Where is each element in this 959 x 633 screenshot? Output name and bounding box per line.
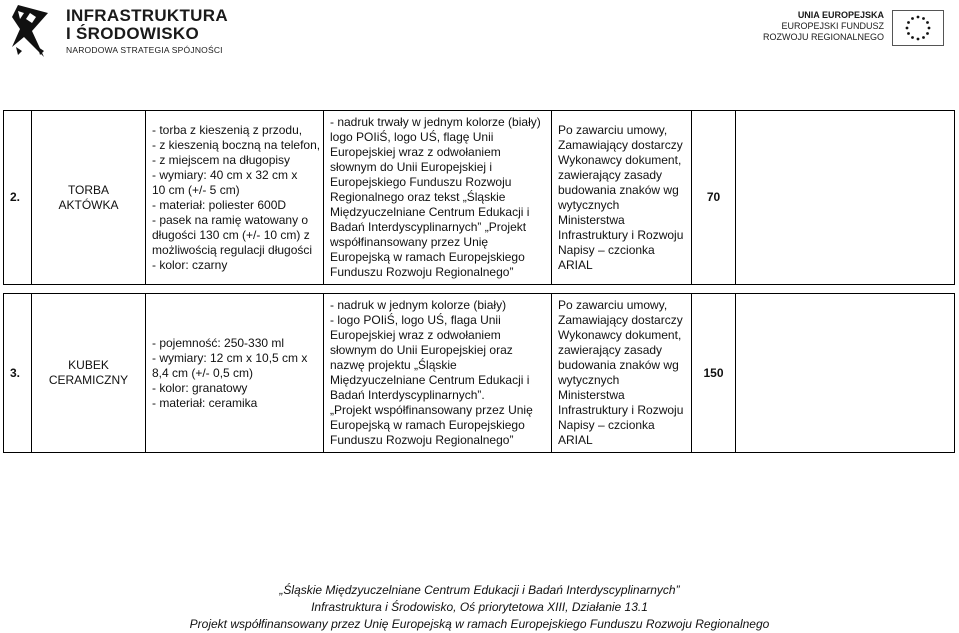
note-line: Zamawiający dostarczy bbox=[558, 137, 683, 152]
note-line: Infrastruktury i Rozwoju bbox=[558, 227, 684, 242]
spec-line: długości 130 cm (+/- 10 cm) z bbox=[152, 227, 310, 242]
note-line: Ministerstwa bbox=[558, 388, 625, 402]
eu-star bbox=[922, 36, 925, 39]
row-number: 2. bbox=[4, 111, 32, 285]
print-line: Europejską w ramach Europejskiego bbox=[330, 418, 525, 432]
print-line: - nadruk w jednym kolorze (biały) bbox=[330, 298, 507, 312]
note-line: ARIAL bbox=[558, 257, 593, 272]
eu-star bbox=[911, 36, 914, 39]
item-quantity: 150 bbox=[692, 294, 736, 453]
eu-star bbox=[907, 32, 910, 35]
print-line: Badań Interdyscyplinarnych”. bbox=[330, 388, 485, 402]
note-line: Infrastruktury i Rozwoju bbox=[558, 403, 684, 417]
spec-line: - z kieszenią boczną na telefon, bbox=[152, 137, 321, 152]
note-line: Wykonawcy dokument, bbox=[558, 328, 682, 342]
infrastruktura-logo bbox=[10, 3, 228, 59]
item-spec bbox=[146, 294, 324, 453]
note-line: budowania znaków wg bbox=[558, 358, 679, 372]
print-line: Międzyuczelniane Centrum Edukacji i bbox=[330, 373, 530, 387]
print-line: Europejską w ramach Europejskiego bbox=[330, 250, 525, 264]
print-line: Regionalnego oraz tekst „Śląskie bbox=[330, 190, 506, 204]
note-line: zawierający zasady bbox=[558, 167, 663, 182]
item-note bbox=[552, 294, 692, 453]
item-print bbox=[324, 111, 552, 285]
spec-line: - torba z kieszenią z przodu, bbox=[152, 122, 303, 137]
page-header bbox=[0, 0, 959, 60]
item-name-line: TORBA bbox=[67, 182, 110, 197]
spec-line: możliwością regulacji długości bbox=[152, 242, 313, 257]
print-line: Funduszu Rozwoju Regionalnego” bbox=[330, 265, 514, 279]
print-line: Europejskiej wraz z odwołaniem bbox=[330, 328, 501, 342]
item-name bbox=[32, 111, 146, 285]
note-line: Zamawiający dostarczy bbox=[558, 313, 683, 327]
print-line: nazwę projektu „Śląskie bbox=[330, 358, 457, 372]
star-logo-icon bbox=[10, 3, 50, 59]
eu-star bbox=[928, 27, 931, 30]
item-print bbox=[324, 294, 552, 453]
spec-line: - pasek na ramię watowany o bbox=[152, 212, 309, 227]
eu-star bbox=[926, 21, 929, 24]
print-line: Funduszu Rozwoju Regionalnego” bbox=[330, 433, 514, 447]
eu-star bbox=[917, 16, 920, 19]
spec-line: - z miejscem na długopisy bbox=[152, 152, 291, 167]
logo-line-3: NARODOWA STRATEGIA SPÓJNOŚCI bbox=[66, 45, 223, 55]
spec-line: - wymiary: 40 cm x 32 cm x bbox=[152, 167, 298, 182]
item-name-line: AKTÓWKA bbox=[58, 197, 119, 212]
print-line: Europejskiej wraz z odwołaniem bbox=[330, 145, 501, 159]
spec-line: 10 cm (+/- 5 cm) bbox=[152, 182, 240, 197]
note-line: Po zawarciu umowy, bbox=[558, 298, 668, 312]
print-line: - nadruk trwały w jednym kolorze (biały) bbox=[330, 115, 541, 129]
eu-star bbox=[917, 38, 920, 41]
item-name-line: CERAMICZNY bbox=[48, 373, 129, 387]
note-line: zawierający zasady bbox=[558, 343, 663, 357]
note-line: wytycznych bbox=[558, 197, 620, 212]
empty-cell bbox=[736, 294, 955, 453]
page-footer bbox=[0, 582, 959, 633]
print-line: logo POIiŚ, logo UŚ, flagę Unii bbox=[330, 130, 494, 144]
print-line: - logo POIiŚ, logo UŚ, flaga Unii bbox=[330, 313, 501, 327]
note-line: Napisy – czcionka bbox=[558, 242, 655, 257]
spec-line: - wymiary: 12 cm x 10,5 cm x bbox=[152, 350, 308, 365]
print-line: Europejskiego Funduszu Rozwoju bbox=[330, 175, 512, 189]
item-name-line: KUBEK bbox=[68, 358, 109, 372]
print-line: słownym do Unii Europejskiej oraz bbox=[330, 343, 513, 357]
print-line: Międzyuczelniane Centrum Edukacji i bbox=[330, 205, 530, 219]
item-note bbox=[552, 111, 692, 285]
note-line: Wykonawcy dokument, bbox=[558, 152, 682, 167]
spec-line: - kolor: granatowy bbox=[152, 380, 248, 395]
logo-line-1: INFRASTRUKTURA bbox=[66, 6, 228, 25]
eu-flag-icon bbox=[892, 10, 944, 46]
note-line: wytycznych bbox=[558, 373, 620, 387]
note-line: budowania znaków wg bbox=[558, 182, 679, 197]
print-line: Badań Interdyscyplinarnych” „Projekt bbox=[330, 220, 527, 234]
print-line: współfinansowany przez Unię bbox=[330, 235, 489, 249]
note-line: Po zawarciu umowy, bbox=[558, 122, 668, 137]
eu-line-3: ROZWOJU REGIONALNEGO bbox=[762, 32, 884, 42]
note-line: Napisy – czcionka bbox=[558, 418, 655, 432]
eu-star bbox=[906, 27, 909, 30]
footer-line-3: Projekt współfinansowany przez Unię Europejską w ramach Europejskiego Funduszu Rozwoju Regionalnego bbox=[189, 617, 770, 631]
spec-line: - pojemność: 250-330 ml bbox=[152, 335, 285, 350]
empty-cell bbox=[736, 111, 955, 285]
items-table bbox=[3, 110, 955, 453]
table-row bbox=[4, 294, 955, 453]
print-line: słownym do Unii Europejskiej i bbox=[330, 160, 493, 174]
footer-line-1: „Śląskie Międzyuczelniane Centrum Edukacji i Badań Interdyscyplinarnych” bbox=[279, 583, 680, 597]
note-line: ARIAL bbox=[558, 433, 593, 447]
footer-line-2: Infrastruktura i Środowisko, Oś priorytetowa XIII, Działanie 13.1 bbox=[311, 600, 648, 614]
eu-logo bbox=[763, 10, 944, 46]
table-row bbox=[4, 111, 955, 285]
eu-star bbox=[907, 21, 910, 24]
item-spec bbox=[146, 111, 324, 285]
eu-star bbox=[922, 17, 925, 20]
item-quantity: 70 bbox=[692, 111, 736, 285]
logo-line-2: I ŚRODOWISKO bbox=[66, 24, 199, 43]
eu-line-2: EUROPEJSKI FUNDUSZ bbox=[781, 21, 884, 31]
row-spacer bbox=[4, 285, 955, 294]
print-line: „Projekt współfinansowany przez Unię bbox=[330, 403, 533, 417]
row-number: 3. bbox=[4, 294, 32, 453]
eu-star bbox=[911, 17, 914, 20]
eu-line-1: UNIA EUROPEJSKA bbox=[797, 10, 884, 20]
eu-star bbox=[926, 32, 929, 35]
spec-line: - materiał: poliester 600D bbox=[152, 197, 287, 212]
spec-line: - kolor: czarny bbox=[152, 257, 228, 272]
spec-line: 8,4 cm (+/- 0,5 cm) bbox=[152, 365, 254, 380]
item-name bbox=[32, 294, 146, 453]
note-line: Ministerstwa bbox=[558, 212, 625, 227]
spec-line: - materiał: ceramika bbox=[152, 395, 258, 410]
